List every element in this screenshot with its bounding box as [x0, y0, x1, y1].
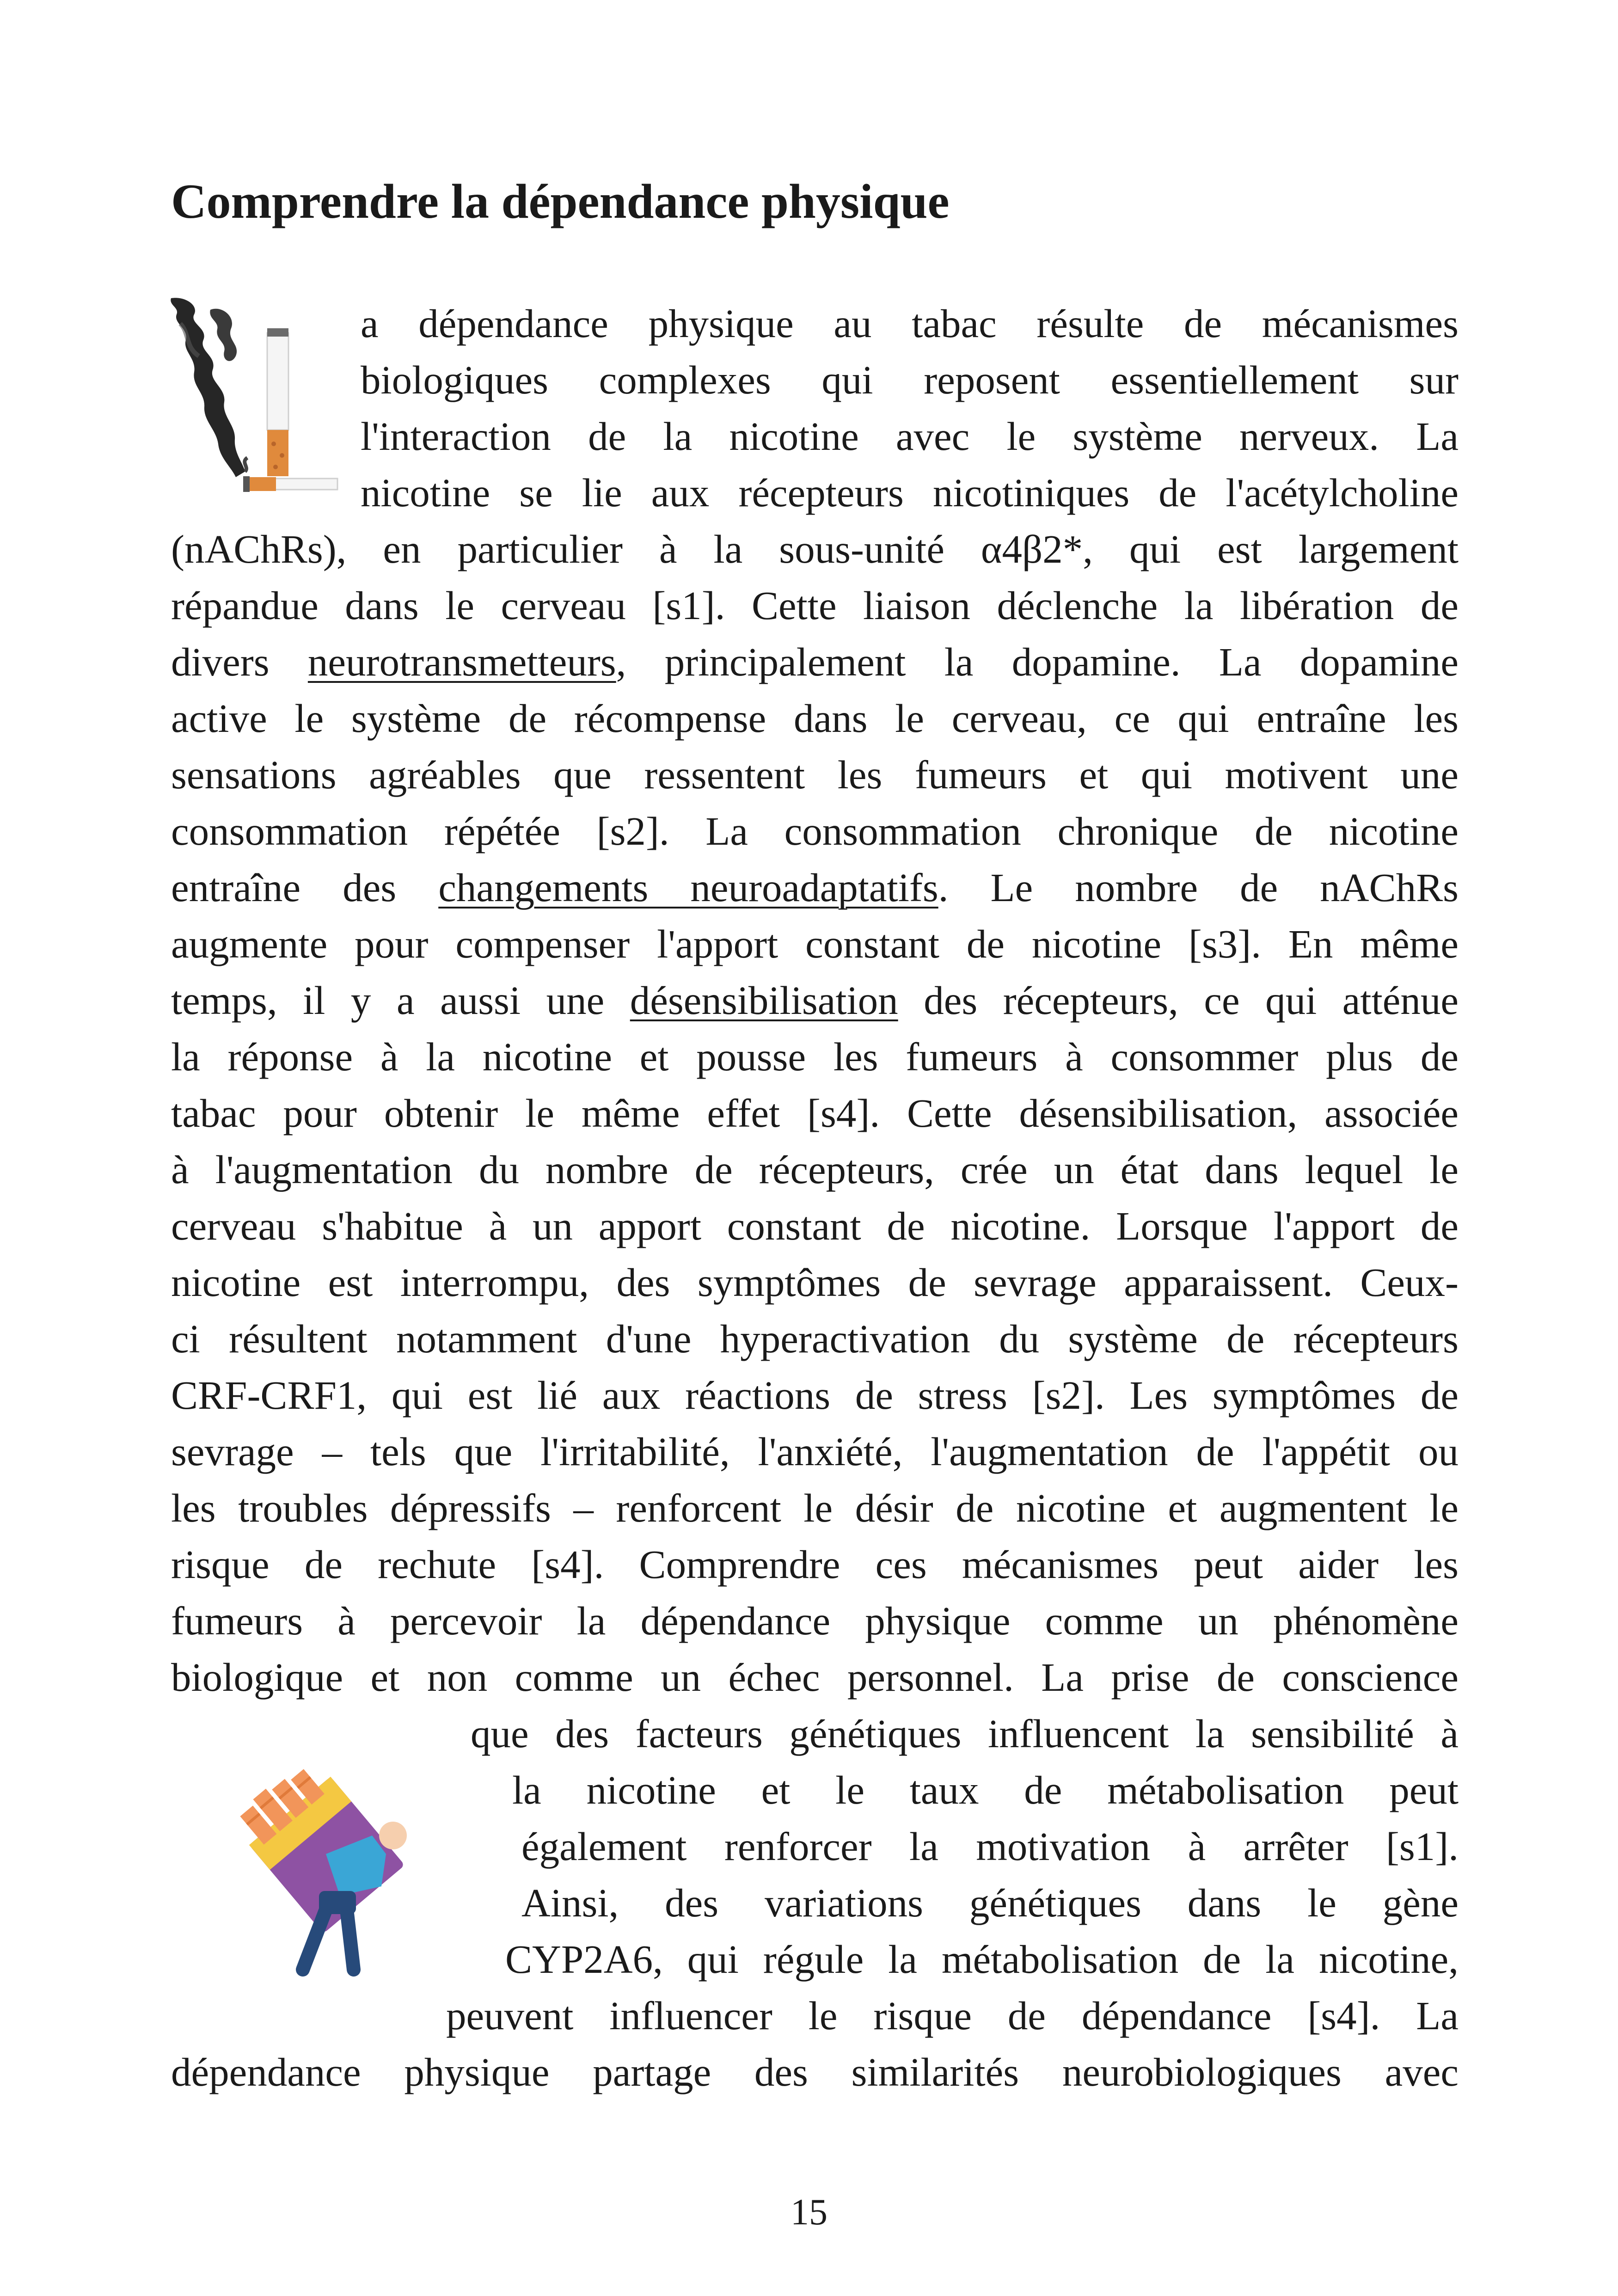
cigarette-smoke-icon [166, 296, 342, 513]
body-line: répandue dans le cerveau [s1]. Cette liaison déclenche la libération de [171, 583, 1459, 628]
page-number: 15 [791, 2192, 827, 2233]
body-line: entraîne des changements neuroadaptatifs. Le nombre de nAChRs [171, 865, 1459, 910]
body-line: divers neurotransmetteurs, principalement la dopamine. La dopamine [171, 639, 1459, 684]
body-line: CRF-CRF1, qui est lié aux réactions de stress [s2]. Les symptômes de [171, 1373, 1459, 1418]
body-line: sevrage – tels que l'irritabilité, l'anxiété, l'augmentation de l'appétit ou [171, 1429, 1459, 1474]
body-line: augmente pour compenser l'apport constant de nicotine [s3]. En même [171, 921, 1459, 966]
underlined-term: désensibilisation [630, 978, 898, 1023]
body-line: fumeurs à percevoir la dépendance physique comme un phénomène [171, 1598, 1459, 1643]
underlined-term: changements neuroadaptatifs [438, 865, 938, 910]
body-line: à l'augmentation du nombre de récepteurs, crée un état dans lequel le [171, 1147, 1459, 1192]
body-line: sensations agréables que ressentent les fumeurs et qui motivent une [171, 752, 1459, 797]
body-line: également renforcer la motivation à arrêter [s1]. [521, 1824, 1459, 1869]
body-line: CYP2A6, qui régule la métabolisation de la nicotine, [505, 1937, 1459, 1982]
body-line: cerveau s'habitue à un apport constant de nicotine. Lorsque l'apport de [171, 1203, 1459, 1248]
body-line: peuvent influencer le risque de dépendance [s4]. La [446, 1993, 1459, 2038]
body-line: risque de rechute [s4]. Comprendre ces mécanismes peut aider les [171, 1542, 1459, 1587]
body-line: la réponse à la nicotine et pousse les fumeurs à consommer plus de [171, 1034, 1459, 1079]
underlined-term: neurotransmetteurs [307, 639, 616, 684]
body-line: nicotine est interrompu, des symptômes de sevrage apparaissent. Ceux- [171, 1260, 1459, 1305]
body-line: la nicotine et le taux de métabolisation peut [512, 1768, 1459, 1812]
body-line: tabac pour obtenir le même effet [s4]. Cette désensibilisation, associée [171, 1091, 1459, 1136]
body-line: l'interaction de la nicotine avec le système nerveux. La [361, 414, 1459, 459]
body-line: Ainsi, des variations génétiques dans le gène [521, 1880, 1459, 1925]
person-carrying-cigarette-pack-icon [233, 1738, 428, 1979]
body-line: active le système de récompense dans le cerveau, ce qui entraîne les [171, 696, 1459, 741]
body-line: que des facteurs génétiques influencent la sensibilité à [471, 1711, 1459, 1756]
body-line: biologique et non comme un échec personnel. La prise de conscience [171, 1655, 1459, 1700]
body-line: ci résultent notamment d'une hyperactivation du système de récepteurs [171, 1316, 1459, 1361]
body-line: biologiques complexes qui reposent essentiellement sur [361, 357, 1459, 402]
body-line: nicotine se lie aux récepteurs nicotiniques de l'acétylcholine [361, 470, 1459, 515]
body-line: temps, il y a aussi une désensibilisation des récepteurs, ce qui atténue [171, 978, 1459, 1023]
body-line: les troubles dépressifs – renforcent le désir de nicotine et augmentent le [171, 1486, 1459, 1530]
body-line: dépendance physique partage des similarités neurobiologiques avec [171, 2050, 1459, 2094]
body-line: a dépendance physique au tabac résulte de mécanismes [361, 301, 1459, 346]
body-line: consommation répétée [s2]. La consommation chronique de nicotine [171, 809, 1459, 853]
page-title: Comprendre la dépendance physique [171, 174, 950, 228]
body-line: (nAChRs), en particulier à la sous-unité α4β2*, qui est largement [171, 527, 1459, 571]
